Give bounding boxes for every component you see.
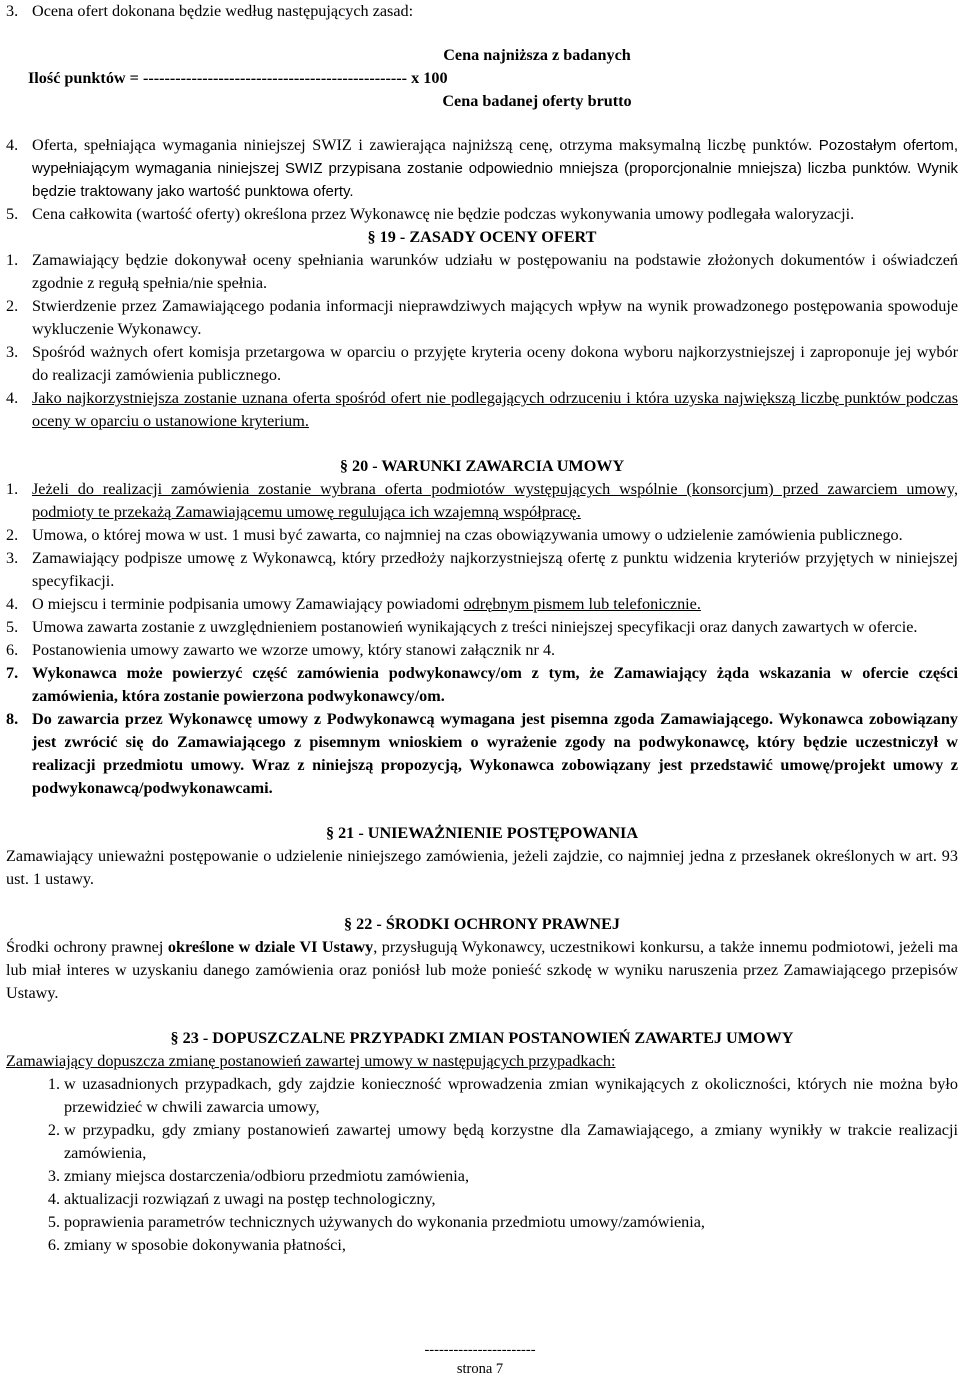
- item-text: Umowa, o której mowa w ust. 1 musi być zawarta, co najmniej na czas obowiązywania umowy o udzielenie zamówienia publicznego.: [32, 526, 903, 544]
- page-number: strona 7: [456, 1361, 504, 1377]
- section-heading-20: § 20 - WARUNKI ZAWARCIA UMOWY: [339, 457, 625, 475]
- section-intro: Zamawiający dopuszcza zmianę postanowień zawartej umowy w następujących przypadkach:: [6, 1052, 616, 1070]
- item-number: 5.: [6, 205, 19, 223]
- list-item: [6, 341, 958, 387]
- item-text-plain: O miejscu i terminie podpisania umowy Zamawiający powiadomi: [32, 595, 464, 613]
- item-number: 1.: [47, 1075, 60, 1093]
- paragraph-text: , przysługują Wykonawcy, uczestnikowi konkursu, a także innemu podmiotowi, jeżeli ma lub miał interes w uzyskaniu danego zamówienia oraz poniósł lub może ponieść szkodę w wyniku naruszenia przez Zamawiającego przepisów Ustawy.: [6, 938, 958, 1002]
- formula-dashes: ------------------------------------------------- x 100: [142, 69, 448, 87]
- section-heading-22: § 22 - ŚRODKI OCHRONY PRAWNEJ: [344, 915, 620, 933]
- item-number: 1.: [6, 480, 19, 498]
- item-number: 4.: [6, 136, 19, 154]
- list-item: [6, 524, 958, 547]
- item-number: 3.: [6, 2, 19, 20]
- item-text-underlined: odrębnym pismem lub telefonicznie.: [463, 595, 701, 613]
- item-text: aktualizacji rozwiązań z uwagi na postęp technologiczny,: [64, 1190, 436, 1208]
- item-text-sans: Pozostałym ofertom, wypełniającym wymagania niniejszej SWIZ przypisana zostanie odpowiednio mniejsza (proporcjonalnie mniejsza) liczba punktów. Wynik będzie traktowany jako wartość punktowa oferty.: [32, 137, 959, 200]
- list-item: [6, 1119, 958, 1165]
- item-text: Wykonawca może powierzyć część zamówienia podwykonawcy/om z tym, że Zamawiający żąda wskazania w ofercie części zamówienia, która zostanie powierzona podwykonawcy/om.: [32, 664, 958, 705]
- section-heading-21: § 21 - UNIEWAŻNIENIE POSTĘPOWANIA: [325, 824, 639, 842]
- item-number: 6.: [6, 641, 19, 659]
- item-text: zmiany w sposobie dokonywania płatności,: [64, 1236, 346, 1254]
- item-text-serif: Oferta, spełniająca wymagania niniejszej SWIZ i zawierająca najniższą cenę, otrzyma maksymalną liczbę punktów.: [32, 136, 813, 154]
- formula-numerator: Cena najniższa z badanych: [443, 46, 631, 64]
- section-heading-23: § 23 - DOPUSZCZALNE PRZYPADKI ZMIAN POSTANOWIEŃ ZAWARTEJ UMOWY: [170, 1029, 794, 1047]
- list-item: [6, 0, 958, 23]
- item-text: w uzasadnionych przypadkach, gdy zajdzie konieczność wprowadzenia zmian wynikających z okoliczności, których nie można było przewidzieć w chwili zawarcia umowy,: [64, 1075, 958, 1116]
- list-item: [6, 295, 958, 341]
- list-item: [6, 1211, 958, 1234]
- list-item: [6, 616, 958, 639]
- item-number: 2.: [6, 297, 19, 315]
- list-item: [6, 1073, 958, 1119]
- item-text: Spośród ważnych ofert komisja przetargowa w oparciu o przyjęte kryteria oceny dokona wyboru najkorzystniejszej i zaproponuje jej wybór do realizacji zamówienia publicznego.: [32, 343, 958, 384]
- formula-label: Ilość punktów =: [28, 69, 139, 87]
- list-item: [6, 203, 958, 226]
- item-number: 5.: [6, 618, 19, 636]
- item-text: Cena całkowita (wartość oferty) określona przez Wykonawcę nie będzie podczas wykonywania umowy podlegała waloryzacji.: [32, 205, 855, 223]
- item-text: w przypadku, gdy zmiany postanowień zawartej umowy będą korzystne dla Zamawiającego, a zmiany wynikły w trakcie realizacji zamówienia,: [64, 1121, 958, 1162]
- list-item: [6, 708, 958, 800]
- item-text: zmiany miejsca dostarczenia/odbioru przedmiotu zamówienia,: [64, 1167, 469, 1185]
- list-item: [6, 249, 958, 295]
- item-text: Umowa zawarta zostanie z uwzględnieniem postanowień wynikających z treści niniejszej specyfikacji oraz danych zawartych w ofercie.: [32, 618, 918, 636]
- item-text: Zamawiający podpisze umowę z Wykonawcą, który przedłoży najkorzystniejszą ofertę z punktu widzenia kryteriów przyjętych w niniejszej specyfikacji.: [32, 549, 958, 590]
- item-number: 6.: [47, 1236, 60, 1254]
- formula-denominator: Cena badanej oferty brutto: [442, 92, 632, 110]
- paragraph-text: Środki ochrony prawnej: [6, 938, 168, 956]
- item-number: 4.: [6, 389, 19, 407]
- item-number: 3.: [6, 343, 19, 361]
- item-number: 1.: [6, 251, 19, 269]
- list-item: [6, 547, 958, 593]
- list-item: [6, 134, 958, 203]
- item-number: 4.: [47, 1190, 60, 1208]
- item-number: 3.: [47, 1167, 60, 1185]
- paragraph: [6, 936, 958, 1005]
- section-heading-19: § 19 - ZASADY OCENY OFERT: [367, 228, 597, 246]
- item-text: Zamawiający będzie dokonywał oceny spełniania warunków udziału w postępowaniu na podstawie złożonych dokumentów i oświadczeń zgodnie z regułą spełnia/nie spełnia.: [32, 251, 958, 292]
- item-text: Postanowienia umowy zawarto we wzorze umowy, który stanowi załącznik nr 4.: [32, 641, 556, 659]
- item-number: 2.: [47, 1121, 60, 1139]
- paragraph-bold-text: określone w dziale VI Ustawy: [167, 938, 374, 956]
- item-text: Jako najkorzystniejsza zostanie uznana oferta spośród ofert nie podlegających odrzuceniu i która uzyska największą liczbę punktów podczas oceny w oparciu o ustanowione kryterium.: [32, 389, 958, 430]
- item-number: 4.: [6, 595, 19, 613]
- item-text: Stwierdzenie przez Zamawiającego podania informacji nieprawdziwych mających wpływ na wynik prowadzonego postępowania spowoduje wykluczenie Wykonawcy.: [32, 297, 958, 338]
- list-item: [6, 387, 958, 433]
- item-number: 8.: [6, 710, 19, 728]
- list-item: [6, 593, 958, 616]
- item-number: 7.: [6, 664, 19, 682]
- item-number: 2.: [6, 526, 19, 544]
- list-item: [6, 478, 958, 524]
- item-number: 5.: [47, 1213, 60, 1231]
- paragraph: Zamawiający unieważni postępowanie o udzielenie niniejszego zamówienia, jeżeli zajdzie, co najmniej jedna z przesłanek określonych w art. 93 ust. 1 ustawy.: [6, 847, 958, 888]
- list-item: [6, 1165, 958, 1188]
- item-number: 3.: [6, 549, 19, 567]
- list-item: [6, 1234, 958, 1257]
- list-item: [6, 1188, 958, 1211]
- list-item: [6, 662, 958, 708]
- item-text: [32, 593, 958, 616]
- item-text: poprawienia parametrów technicznych używanych do wykonania przedmiotu umowy/zamówienia,: [64, 1213, 705, 1231]
- item-text: Ocena ofert dokonana będzie według następujących zasad:: [32, 2, 414, 20]
- item-text: Jeżeli do realizacji zamówienia zostanie wybrana oferta podmiotów występujących wspólnie (konsorcjum) przed zawarciem umowy, podmioty te przekażą Zamawiającemu umowę regulująca ich wzajemną współpracę.: [32, 480, 958, 521]
- formula-line: [6, 67, 958, 90]
- list-item: [6, 639, 958, 662]
- footer-divider: -----------------------: [424, 1342, 536, 1358]
- item-text: Do zawarcia przez Wykonawcę umowy z Podwykonawcą wymagana jest pisemna zgoda Zamawiającego. Wykonawca zobowiązany jest zwrócić się do Zamawiającego z pisemnym wnioskiem o wyrażenie zgody na podwykonawcę, który będzie uczestniczył w realizacji przedmiotu umowy. Wraz z niniejszą propozycją, Wykonawca zobowiązany jest przedstawić umowę/projekt umowy z podwykonawcą/podwykonawcami.: [32, 710, 958, 797]
- item-text: [32, 134, 958, 203]
